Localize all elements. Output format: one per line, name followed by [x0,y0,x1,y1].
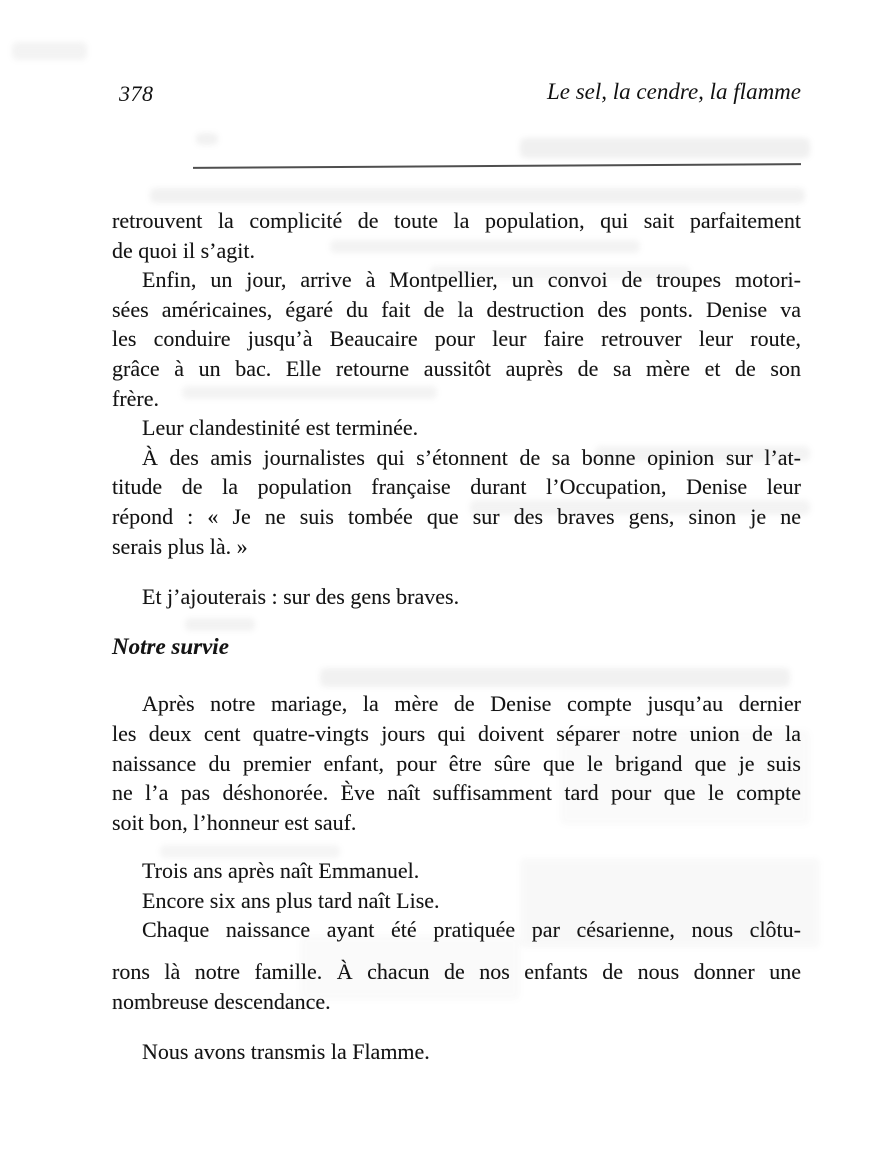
text-line: serais plus là. » [112,533,248,559]
text-line: À des amis journalistes qui s’étonnent de sa bonne opinion sur l’at- [142,444,801,470]
page-number: 378 [119,81,154,106]
paragraph [112,443,801,561]
text-line: Encore six ans plus tard naît Lise. [142,887,440,913]
text-line: Chaque naissance ayant été pratiquée par césarienne, nous clôtu- [142,917,801,943]
running-title: Le sel, la cendre, la flamme [546,79,801,104]
text-line: Et j’ajouterais : sur des gens braves. [142,584,460,610]
text-line: titude de la population française durant l’Occupation, Denise leur [112,474,801,500]
text-line: grâce à un bac. Elle retourne aussitôt auprès de sa mère et de son [112,355,801,381]
text-line: de quoi il s’agit. [112,237,255,263]
paragraph [112,582,801,612]
text-line: les deux cent quatre-vingts jours qui doivent séparer notre union de la [112,720,801,746]
text-line: sées américaines, égaré du fait de la destruction des ponts. Denise va [112,296,801,322]
text-line: frère. [112,385,160,411]
paragraph [112,915,801,1016]
paragraph [112,413,801,443]
text-line: Enfin, un jour, arrive à Montpellier, un convoi de troupes motori- [142,267,801,293]
bleedthrough-artifact [150,188,805,203]
paragraph [112,1037,801,1067]
paragraph [112,206,801,265]
text-line: rons là notre famille. À chacun de nos enfants de nous donner une [112,959,801,985]
paragraph [112,886,801,916]
paragraph [112,689,801,837]
text-line: soit bon, l’honneur est sauf. [112,809,357,835]
text-line: naissance du premier enfant, pour être sûre que le brigand que je suis [112,750,801,776]
text-line: Leur clandestinité est terminée. [142,415,419,441]
bleedthrough-artifact [196,133,218,145]
text-line: nombreuse descendance. [112,988,331,1014]
paragraph [112,856,801,886]
text-line: les conduire jusqu’à Beaucaire pour leur faire retrouver leur route, [112,326,801,352]
text-line: ne l’a pas déshonorée. Ève naît suffisamment tard pour que le compte [112,780,801,806]
text-line: répond : « Je ne suis tombée que sur des braves gens, sinon je ne [112,503,801,529]
section-heading: Notre survie [112,633,229,659]
body-text [112,206,801,1067]
text-line: Après notre mariage, la mère de Denise compte jusqu’au dernier [142,691,801,717]
text-line: Trois ans après naît Emmanuel. [142,858,420,884]
text-line: retrouvent la complicité de toute la population, qui sait parfaitement [112,208,801,233]
bleedthrough-artifact [12,42,87,60]
bleedthrough-artifact [520,138,810,158]
paragraph [112,265,801,413]
header-rule [193,163,801,169]
text-line: Nous avons transmis la Flamme. [142,1039,430,1065]
